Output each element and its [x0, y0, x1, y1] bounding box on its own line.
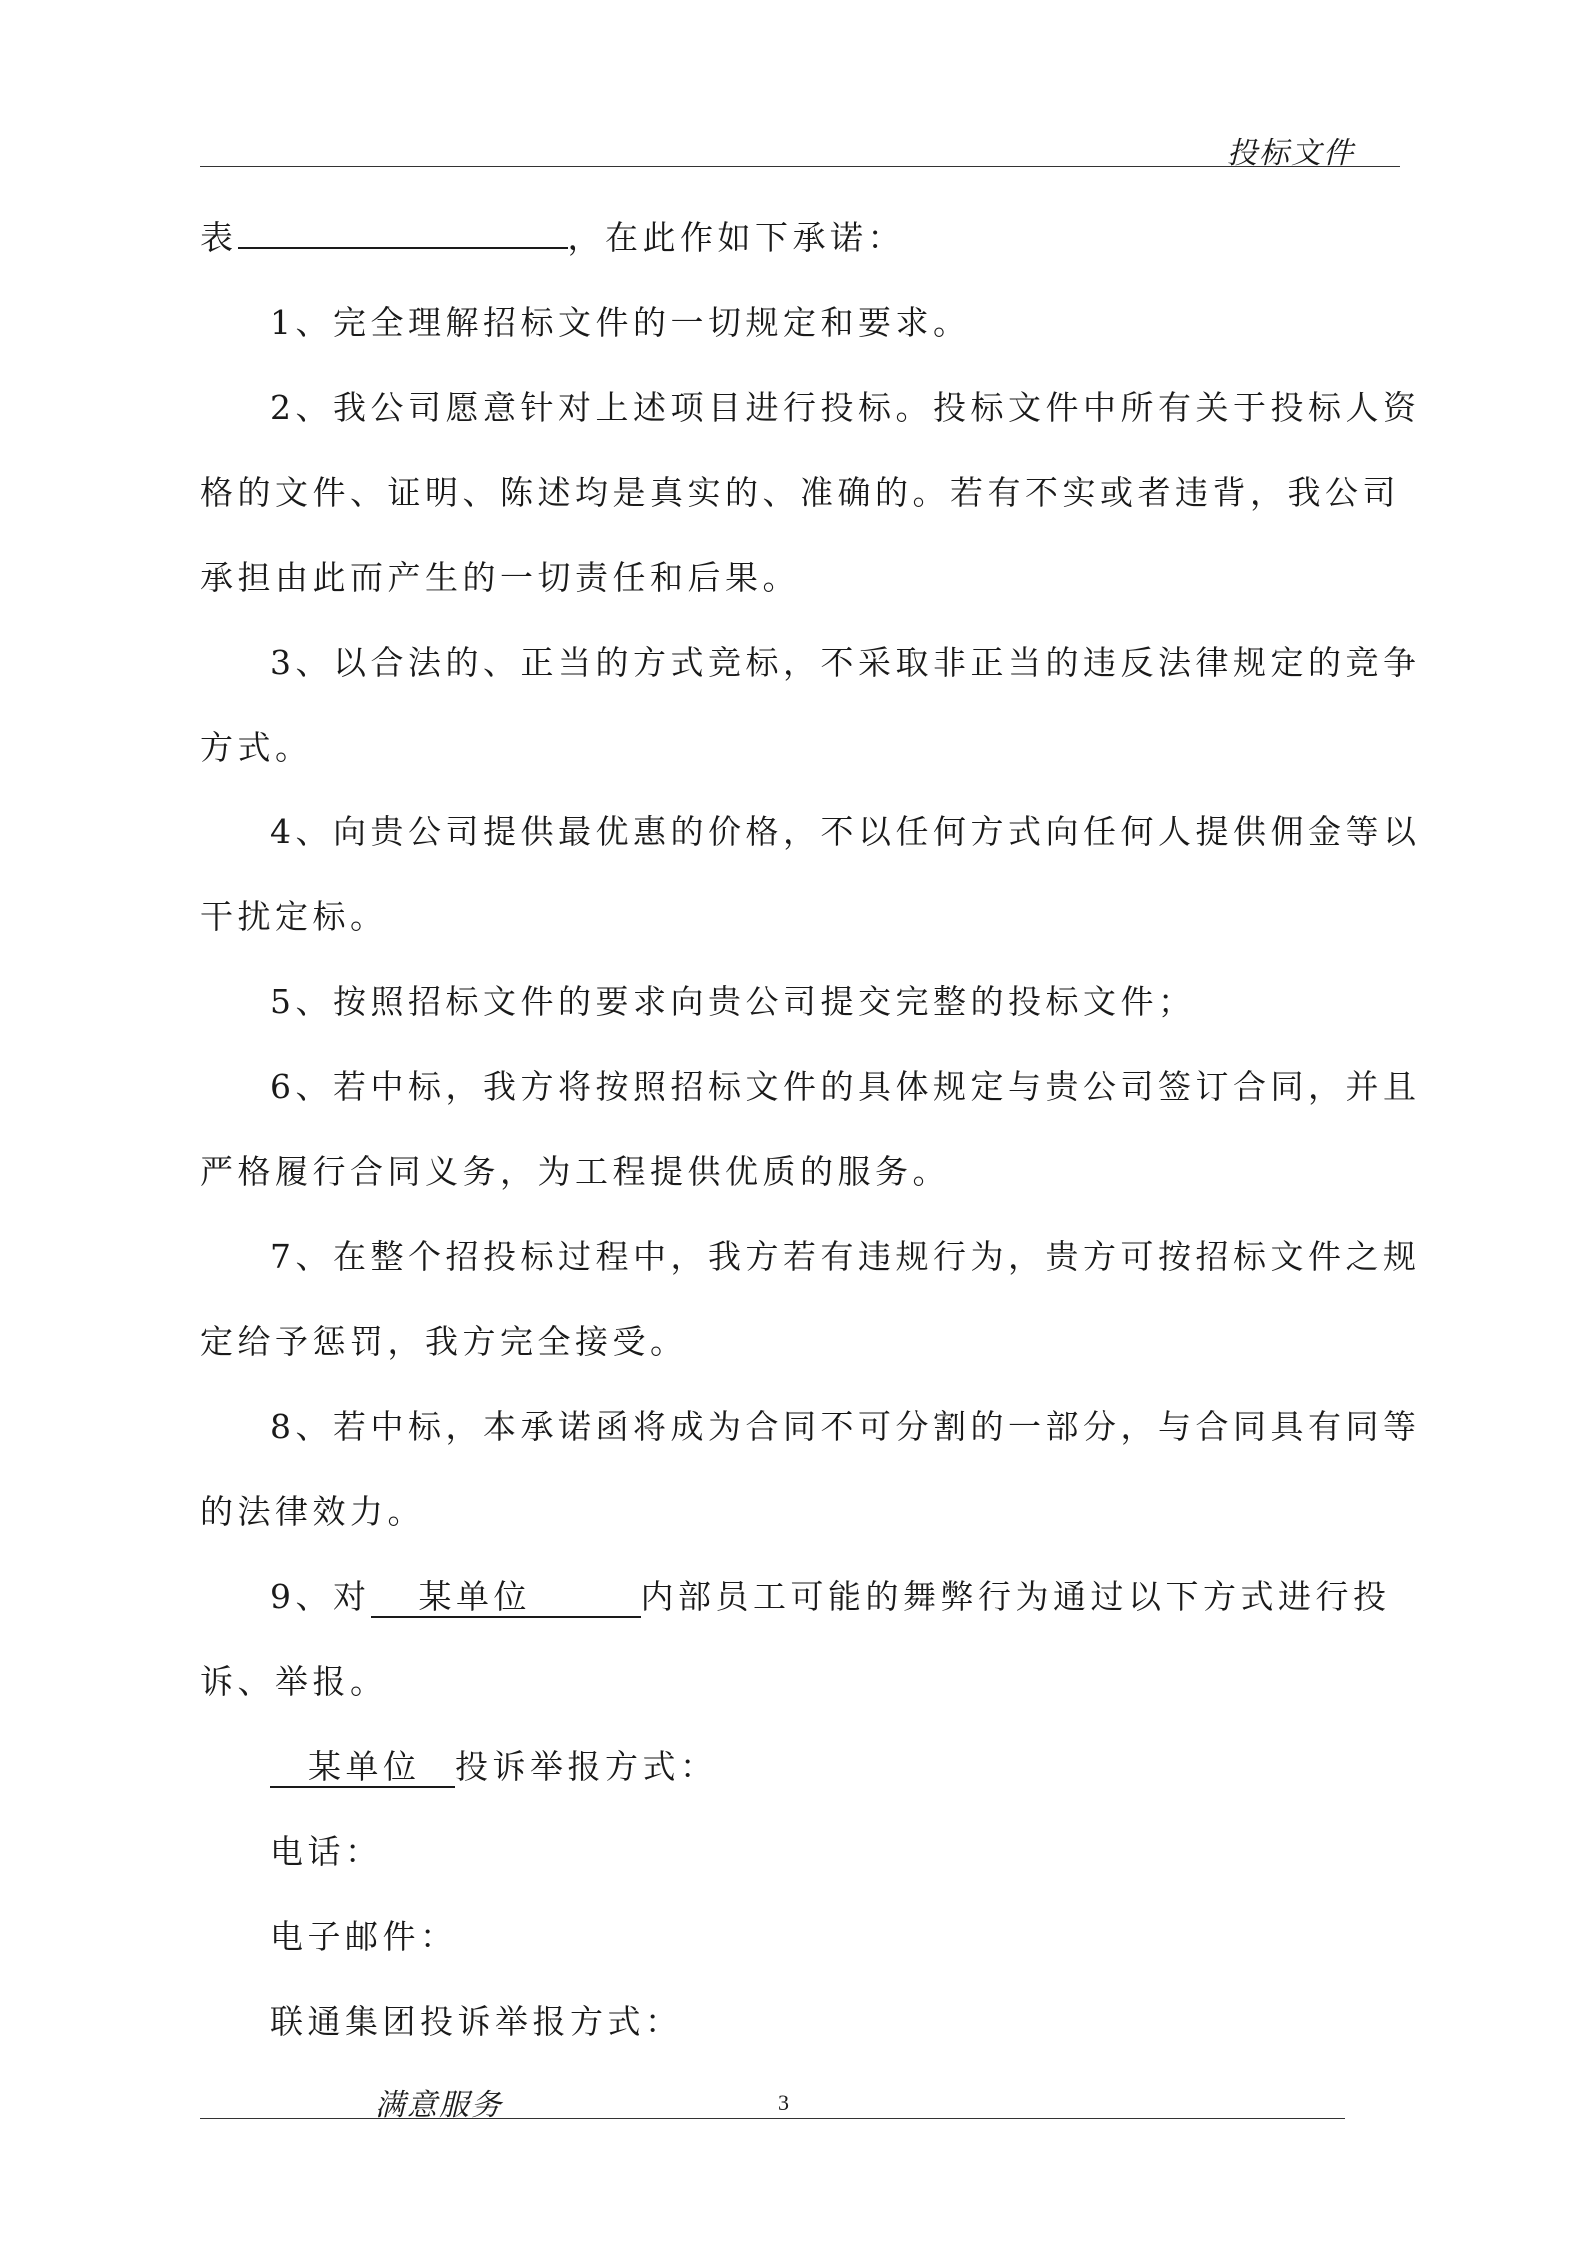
- contact-unit-name: 某单位: [270, 1748, 455, 1788]
- intro-suffix: ，在此作如下承诺：: [567, 218, 905, 257]
- item-9-line-1: [200, 1571, 1391, 1618]
- contact-group-label: 联通集团投诉举报方式：: [270, 2002, 683, 2041]
- item-8-line-1: 8、若中标，本承诺函将成为合同不可分割的一部分，与合同具有同等: [270, 1407, 1421, 1446]
- item-6-line-2: 严格履行合同义务，为工程提供优质的服务。: [200, 1152, 950, 1191]
- intro-prefix: 表: [200, 218, 238, 257]
- item-9-line-2: 诉、举报。: [200, 1662, 388, 1701]
- item-9-prefix: 9、对: [270, 1577, 371, 1616]
- item-2-line-2: 格的文件、证明、陈述均是真实的、准确的。若有不实或者违背，我公司: [200, 473, 1400, 512]
- item-9-unit: 某单位: [371, 1578, 641, 1618]
- header-rule: [200, 166, 1400, 167]
- item-7-line-2: 定给予惩罚，我方完全接受。: [200, 1322, 688, 1361]
- contact-unit-label: 投诉举报方式：: [455, 1747, 718, 1786]
- page-number: 3: [778, 2090, 789, 2115]
- item-6-line-1: 6、若中标，我方将按照招标文件的具体规定与贵公司签订合同，并且: [270, 1067, 1421, 1106]
- contact-phone: 电话：: [270, 1832, 383, 1871]
- item-4-line-2: 干扰定标。: [200, 897, 388, 936]
- item-3-line-1: 3、以合法的、正当的方式竞标，不采取非正当的违反法律规定的竞争: [270, 643, 1421, 682]
- item-4-line-1: 4、向贵公司提供最优惠的价格，不以任何方式向任何人提供佣金等以: [270, 812, 1421, 851]
- item-3-line-2: 方式。: [200, 728, 313, 767]
- item-1: 1、完全理解招标文件的一切规定和要求。: [270, 303, 971, 342]
- representative-blank: [238, 212, 568, 249]
- intro-line: [200, 212, 905, 259]
- item-2-line-3: 承担由此而产生的一切责任和后果。: [200, 558, 800, 597]
- footer-slogan: 满意服务: [375, 2088, 503, 2123]
- contact-unit-line: [200, 1741, 718, 1788]
- item-2-line-1: 2、我公司愿意针对上述项目进行投标。投标文件中所有关于投标人资: [270, 388, 1421, 427]
- footer-rule: [200, 2118, 1345, 2119]
- contact-email: 电子邮件：: [270, 1917, 458, 1956]
- item-7-line-1: 7、在整个招投标过程中，我方若有违规行为，贵方可按招标文件之规: [270, 1237, 1421, 1276]
- item-5: 5、按照招标文件的要求向贵公司提交完整的投标文件；: [270, 982, 1196, 1021]
- header-title: 投标文件: [1227, 136, 1355, 171]
- item-8-line-2: 的法律效力。: [200, 1492, 425, 1531]
- item-9-suffix: 内部员工可能的舞弊行为通过以下方式进行投: [640, 1577, 1391, 1616]
